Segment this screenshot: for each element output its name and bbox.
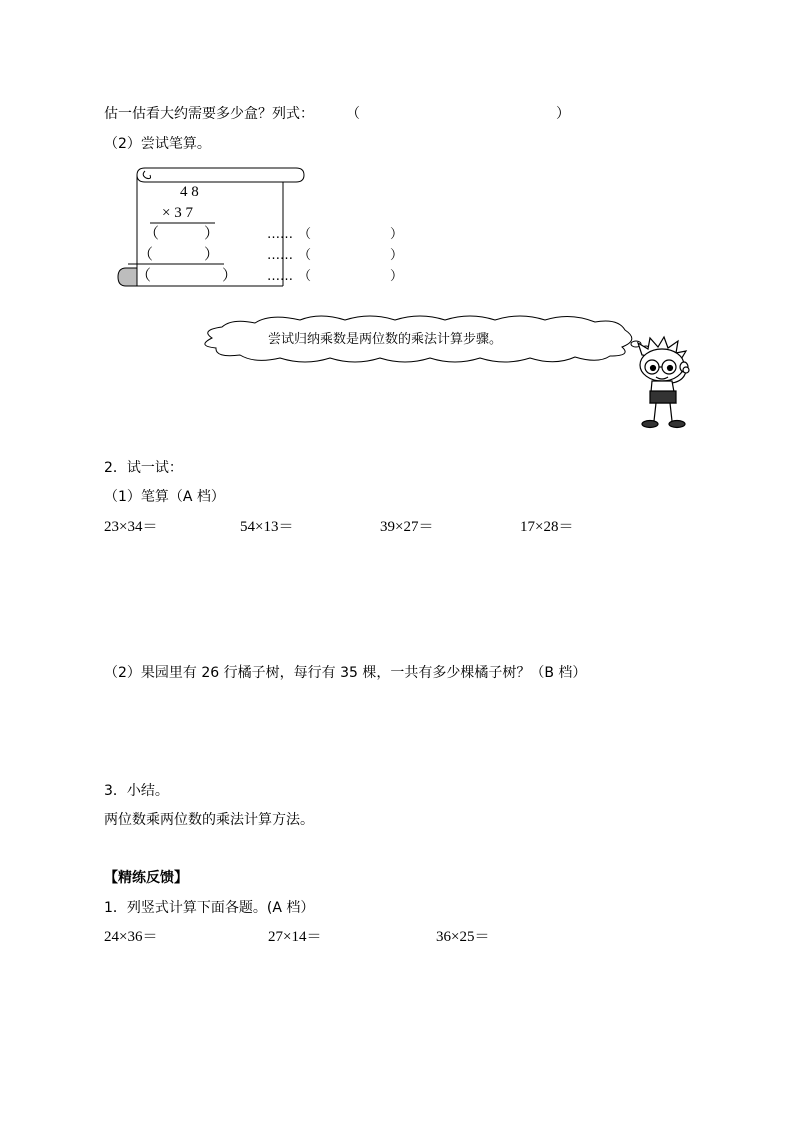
practice-problem-2: 27×14＝	[268, 929, 322, 945]
calc-row-1-right: ）	[204, 226, 220, 242]
cloud-text: 尝试归纳乘数是两位数的乘法计算步骤。	[268, 332, 503, 347]
annot-3-open: （	[298, 269, 312, 284]
problem-a3: 39×27＝	[380, 519, 434, 535]
section2-sub1: （1）笔算（A 档）	[104, 489, 225, 505]
problem-a2: 54×13＝	[240, 519, 294, 535]
calc-row-3-right: ）	[222, 268, 238, 284]
annot-1-open: （	[298, 227, 312, 242]
estimate-paren-open: （	[346, 106, 360, 122]
annot-2-close: ）	[390, 248, 404, 263]
annot-2-dots: ……	[267, 248, 293, 263]
practice-problem-1: 24×36＝	[104, 929, 158, 945]
calc-row-2-left: （	[138, 247, 154, 263]
section2-sub2: （2）果园里有 26 行橘子树，每行有 35 棵，一共有多少棵橘子树？（B 档）	[104, 665, 587, 681]
section3-heading: 3．小结。	[104, 783, 169, 799]
problem-a4: 17×28＝	[520, 519, 574, 535]
calc-row-1-left: （	[144, 226, 160, 242]
estimate-paren-close: ）	[556, 106, 570, 122]
section3-text: 两位数乘两位数的乘法计算方法。	[104, 812, 314, 828]
calc-row-3-left: （	[136, 268, 152, 284]
practice-heading: 【精练反馈】	[104, 870, 188, 886]
annot-3-dots: ……	[267, 269, 293, 284]
practice-item1: 1．列竖式计算下面各题。(A 档）	[104, 900, 315, 916]
estimate-question: 估一估看大约需要多少盒？列式：	[104, 106, 314, 122]
calc-top-number: 4 8	[180, 184, 199, 200]
annot-1-dots: ……	[267, 227, 293, 242]
calc-row-2-right: ）	[204, 247, 220, 263]
calc-multiplier: × 3 7	[162, 205, 193, 221]
problem-a1: 23×34＝	[104, 519, 158, 535]
annot-1-close: ）	[390, 227, 404, 242]
try-written-label: （2）尝试笔算。	[104, 136, 211, 152]
annot-2-open: （	[298, 248, 312, 263]
boy-cartoon	[624, 335, 704, 435]
section2-heading: 2．试一试：	[104, 460, 183, 476]
annot-3-close: ）	[390, 269, 404, 284]
practice-problem-3: 36×25＝	[436, 929, 490, 945]
